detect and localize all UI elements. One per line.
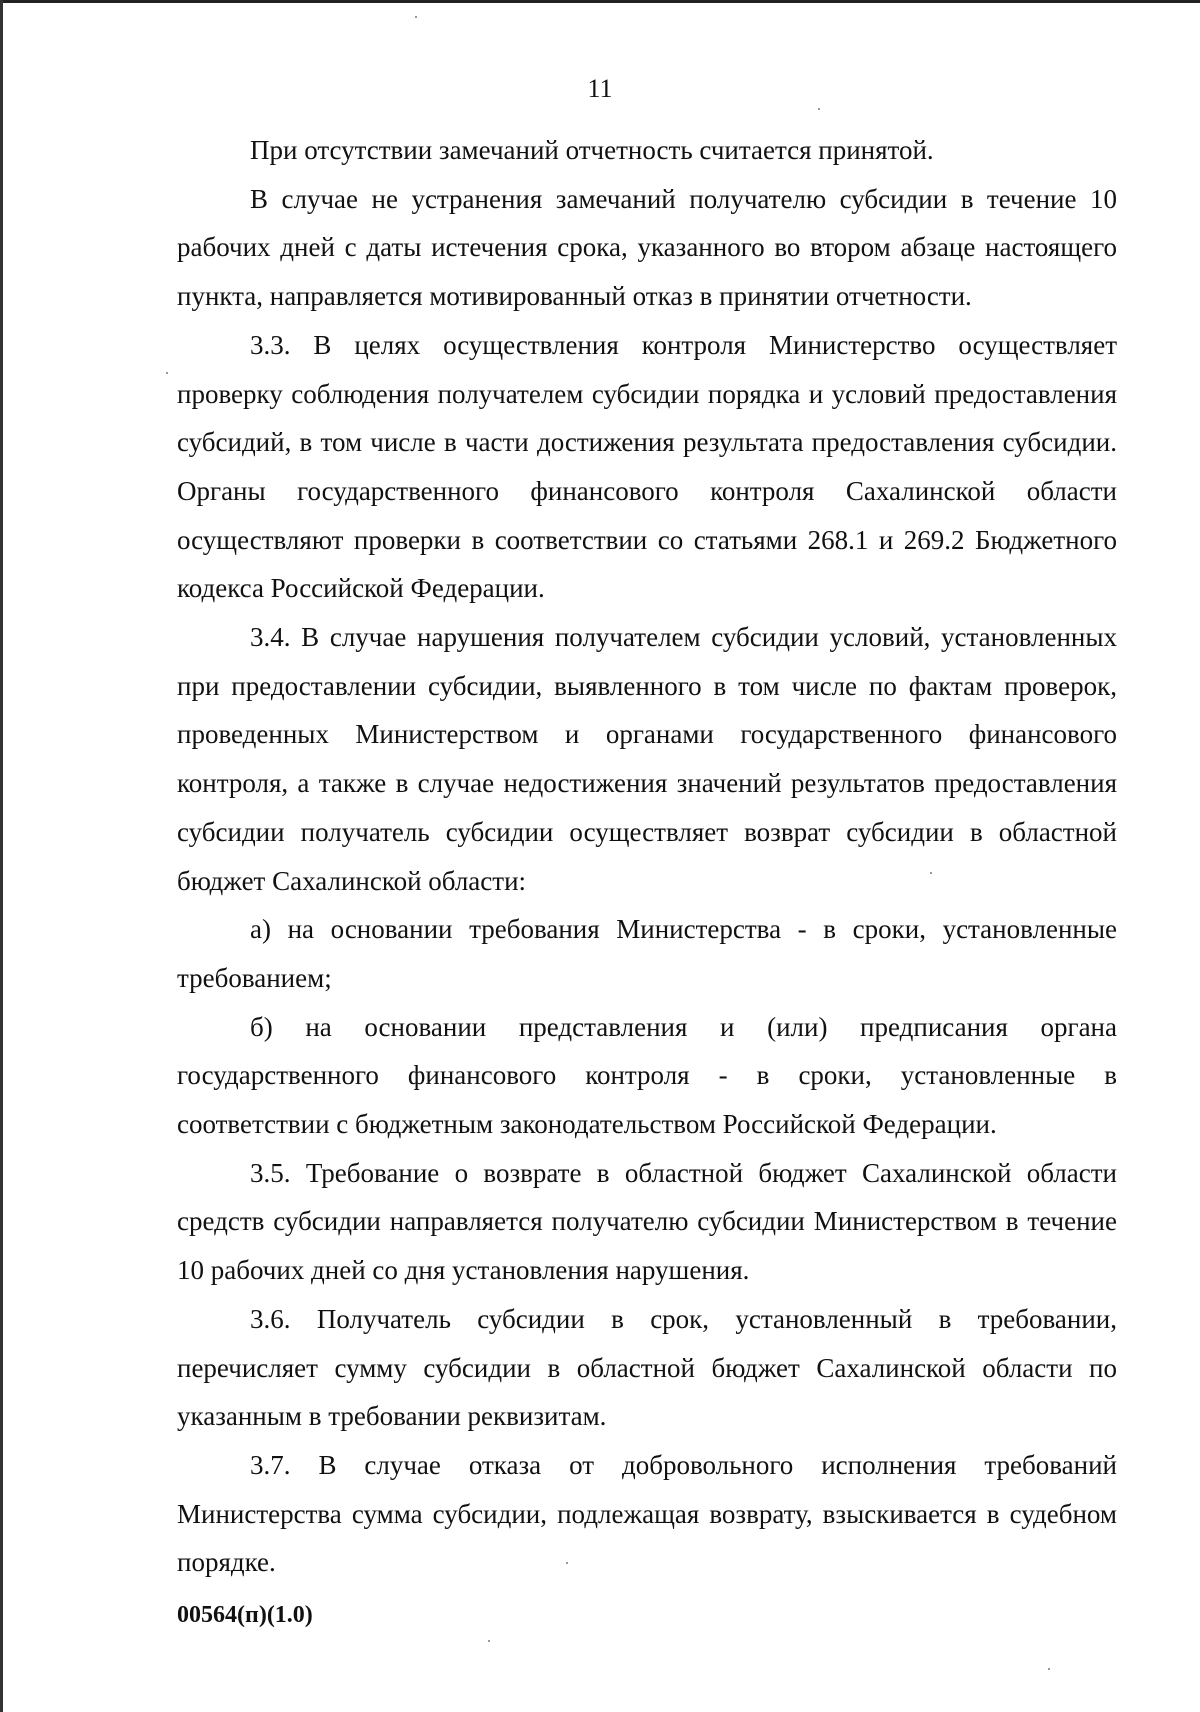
- paragraph-3-4: 3.4. В случае нарушения получателем субсидии условий, установленных при предоставлении субсидии, выявленного в том числе по фактам проверок, проведенных Министерством и органами государственного финансового контроля, а также в случае недостижения значений результатов предоставления субсидии получатель субсидии осуществляет возврат субсидии в областной бюджет Сахалинской области:: [177, 622, 1117, 896]
- page-number: 11: [587, 74, 613, 103]
- scan-speck: [166, 372, 168, 374]
- document-code: 00564(п)(1.0): [177, 1602, 313, 1628]
- scan-top-border: [0, 0, 1200, 3]
- paragraph-3-3: 3.3. В целях осуществления контроля Министерство осуществляет проверку соблюдения получателем субсидии порядка и условий предоставления субсидий, в том числе в части достижения результата предоставления субсидии. Органы государственного финансового контроля Сахалинской области осуществляют проверки в соответствии со статьями 268.1 и 269.2 Бюджетного кодекса Российской Федерации.: [177, 329, 1117, 604]
- scan-speck: [415, 16, 417, 18]
- paragraph-report-accepted: При отсутствии замечаний отчетность считается принятой.: [250, 135, 934, 165]
- scan-speck: [566, 1562, 568, 1564]
- paragraph-3-6: 3.6. Получатель субсидии в срок, установленный в требовании, перечисляет сумму субсидии в областной бюджет Сахалинской области по указанным в требовании реквизитам.: [177, 1303, 1117, 1432]
- scan-speck: [930, 872, 932, 874]
- paragraph-refusal: В случае не устранения замечаний получателю субсидии в течение 10 рабочих дней с даты истечения срока, указанного во втором абзаце настоящего пункта, направляется мотивированный отказ в принятии отчетности.: [177, 183, 1117, 312]
- scan-left-border: [0, 0, 3, 1712]
- paragraph-3-4-a: а) на основании требования Министерства - в сроки, установленные требованием;: [177, 914, 1117, 993]
- scan-speck: [1048, 1668, 1050, 1670]
- scan-speck: [488, 1640, 490, 1642]
- document-body: [177, 126, 1117, 1587]
- paragraph-3-7: 3.7. В случае отказа от добровольного исполнения требований Министерства сумма субсидии, подлежащая возврату, взыскивается в судебном порядке.: [177, 1449, 1117, 1578]
- paragraph-3-4-b: б) на основании представления и (или) предписания органа государственного финансового контроля - в сроки, установленные в соответствии с бюджетным законодательством Российской Федерации.: [177, 1011, 1117, 1140]
- paragraph-3-5: 3.5. Требование о возврате в областной бюджет Сахалинской области средств субсидии направляется получателю субсидии Министерством в течение 10 рабочих дней со дня установления нарушения.: [177, 1157, 1117, 1286]
- scan-speck: [818, 108, 820, 110]
